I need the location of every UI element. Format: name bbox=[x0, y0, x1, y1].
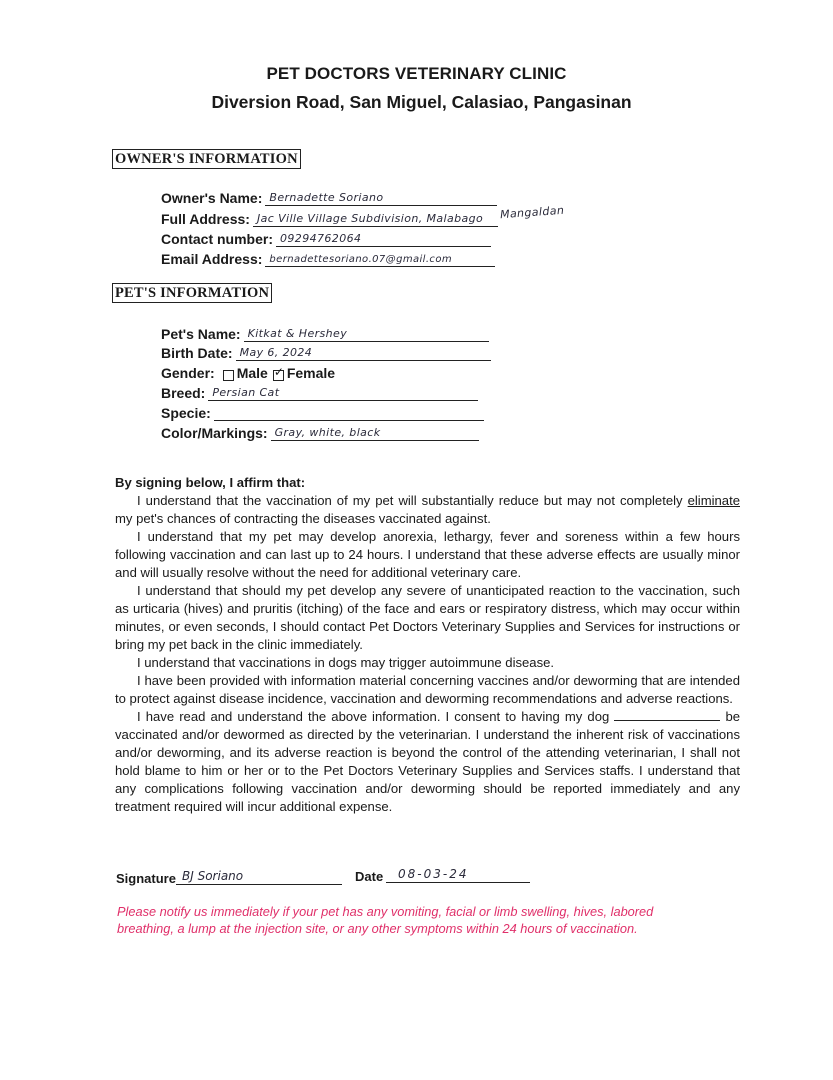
birth-date-label: Birth Date: bbox=[161, 345, 233, 361]
date-value: 08-03-24 bbox=[398, 867, 469, 881]
contact-number-value: 09294762064 bbox=[280, 232, 362, 245]
breed-label: Breed: bbox=[161, 385, 206, 401]
affirmation-paragraph-5: I have been provided with information material concerning vaccines and/or deworming that are intended to protect against disease incidence, vaccination and deworming recommendations and adverse reactions. bbox=[115, 673, 740, 706]
affirmation-paragraph-1: I understand that the vaccination of my pet will substantially reduce but may not completely eliminate my pet's chances of contracting the diseases vaccinated against. bbox=[115, 493, 740, 526]
owner-name-line[interactable] bbox=[265, 187, 497, 206]
breed-line[interactable] bbox=[208, 382, 478, 401]
breed-field[interactable] bbox=[161, 381, 478, 401]
owner-name-value: Bernadette Soriano bbox=[269, 191, 384, 204]
affirmation-paragraph-4: I understand that vaccinations in dogs may trigger autoimmune disease. bbox=[137, 655, 555, 670]
pet-name-value: Kitkat & Hershey bbox=[247, 327, 348, 340]
gender-female-label: Female bbox=[286, 365, 336, 381]
contact-number-label: Contact number: bbox=[161, 231, 273, 247]
clinic-address: Diversion Road, San Miguel, Calasiao, Pangasinan bbox=[211, 92, 632, 112]
owner-address-value: Jac Ville Village Subdivision, Malabago bbox=[256, 212, 484, 225]
specie-line[interactable] bbox=[214, 402, 484, 421]
clinic-name: PET DOCTORS VETERINARY CLINIC bbox=[266, 64, 567, 83]
gender-label: Gender: bbox=[161, 365, 215, 381]
pet-name-field[interactable] bbox=[161, 322, 489, 342]
date-label: Date bbox=[355, 869, 384, 884]
owner-address-field[interactable] bbox=[161, 207, 498, 227]
gender-male-checkbox[interactable] bbox=[223, 370, 234, 381]
pet-name-line[interactable] bbox=[244, 323, 489, 342]
color-label: Color/Markings: bbox=[161, 425, 268, 441]
email-line[interactable] bbox=[265, 248, 495, 267]
contact-number-line[interactable] bbox=[276, 228, 491, 247]
owner-address-overflow: Mangaldan bbox=[499, 203, 565, 222]
color-field[interactable] bbox=[161, 421, 479, 441]
owner-address-line[interactable] bbox=[253, 208, 498, 227]
gender-field bbox=[161, 361, 335, 381]
email-field[interactable] bbox=[161, 247, 495, 267]
affirmation-lead: By signing below, I affirm that: bbox=[115, 475, 306, 490]
birth-date-field[interactable] bbox=[161, 341, 491, 361]
email-label: Email Address: bbox=[161, 251, 263, 267]
affirmation-block bbox=[115, 474, 740, 816]
gender-male-label: Male bbox=[236, 365, 268, 381]
signature-line[interactable] bbox=[176, 864, 342, 885]
contact-number-field[interactable] bbox=[161, 227, 491, 247]
color-line[interactable] bbox=[271, 422, 479, 441]
signature-value: BJ Soriano bbox=[182, 869, 244, 883]
affirmation-paragraph-3: I understand that should my pet develop any severe of unanticipated reaction to the vaccination, such as urticaria (hives) and pruritis (itching) of the face and ears or respiratory distress, which may occur within minutes, or even seconds, I should contact Pet Doctors Veterinary Supplies and Services for instructions or bring my pet back in the clinic immediately. bbox=[115, 583, 740, 652]
owner-name-label: Owner's Name: bbox=[161, 190, 263, 206]
owner-name-field[interactable] bbox=[161, 186, 497, 206]
owner-section-heading: OWNER'S INFORMATION bbox=[112, 149, 301, 169]
owner-address-label: Full Address: bbox=[161, 211, 250, 227]
vaccination-notice: Please notify us immediately if your pet has any vomiting, facial or limb swelling, hives, labored breathing, a lump at the injection site, or any other symptoms within 24 hours of vaccination. bbox=[117, 904, 654, 936]
pet-name-label: Pet's Name: bbox=[161, 326, 241, 342]
color-value: Gray, white, black bbox=[274, 426, 381, 439]
dog-name-blank[interactable] bbox=[614, 708, 720, 721]
gender-female-checkbox[interactable] bbox=[273, 370, 284, 381]
affirmation-paragraph-6: I have read and understand the above information. I consent to having my dog be vaccinated and/or dewormed as directed by the veterinarian. I understand the inherent risk of vaccinations and/or deworming, and its adverse reaction is beyond the control of the attending veterinarian, I shall not hold blame to him or her or to the Pet Doctors Veterinary Supplies and Services staffs. I understand that any complications following vaccination and/or deworming should be reported immediately and any treatment required will incur additional expense. bbox=[115, 709, 741, 814]
affirmation-paragraph-2: I understand that my pet may develop anorexia, lethargy, fever and soreness within a few hours following vaccination and can last up to 24 hours. I understand that these adverse effects are usually minor and will usually resolve without the need for additional veterinary care. bbox=[115, 529, 740, 580]
signature-label: Signature bbox=[116, 871, 176, 886]
pet-section-heading: PET'S INFORMATION bbox=[112, 283, 272, 303]
breed-value: Persian Cat bbox=[212, 386, 280, 399]
specie-field[interactable] bbox=[161, 401, 484, 421]
birth-date-line[interactable] bbox=[236, 342, 491, 361]
birth-date-value: May 6, 2024 bbox=[239, 346, 313, 359]
email-value: bernadettesoriano.07@gmail.com bbox=[269, 254, 452, 265]
specie-label: Specie: bbox=[161, 405, 211, 421]
date-line[interactable] bbox=[386, 862, 530, 883]
